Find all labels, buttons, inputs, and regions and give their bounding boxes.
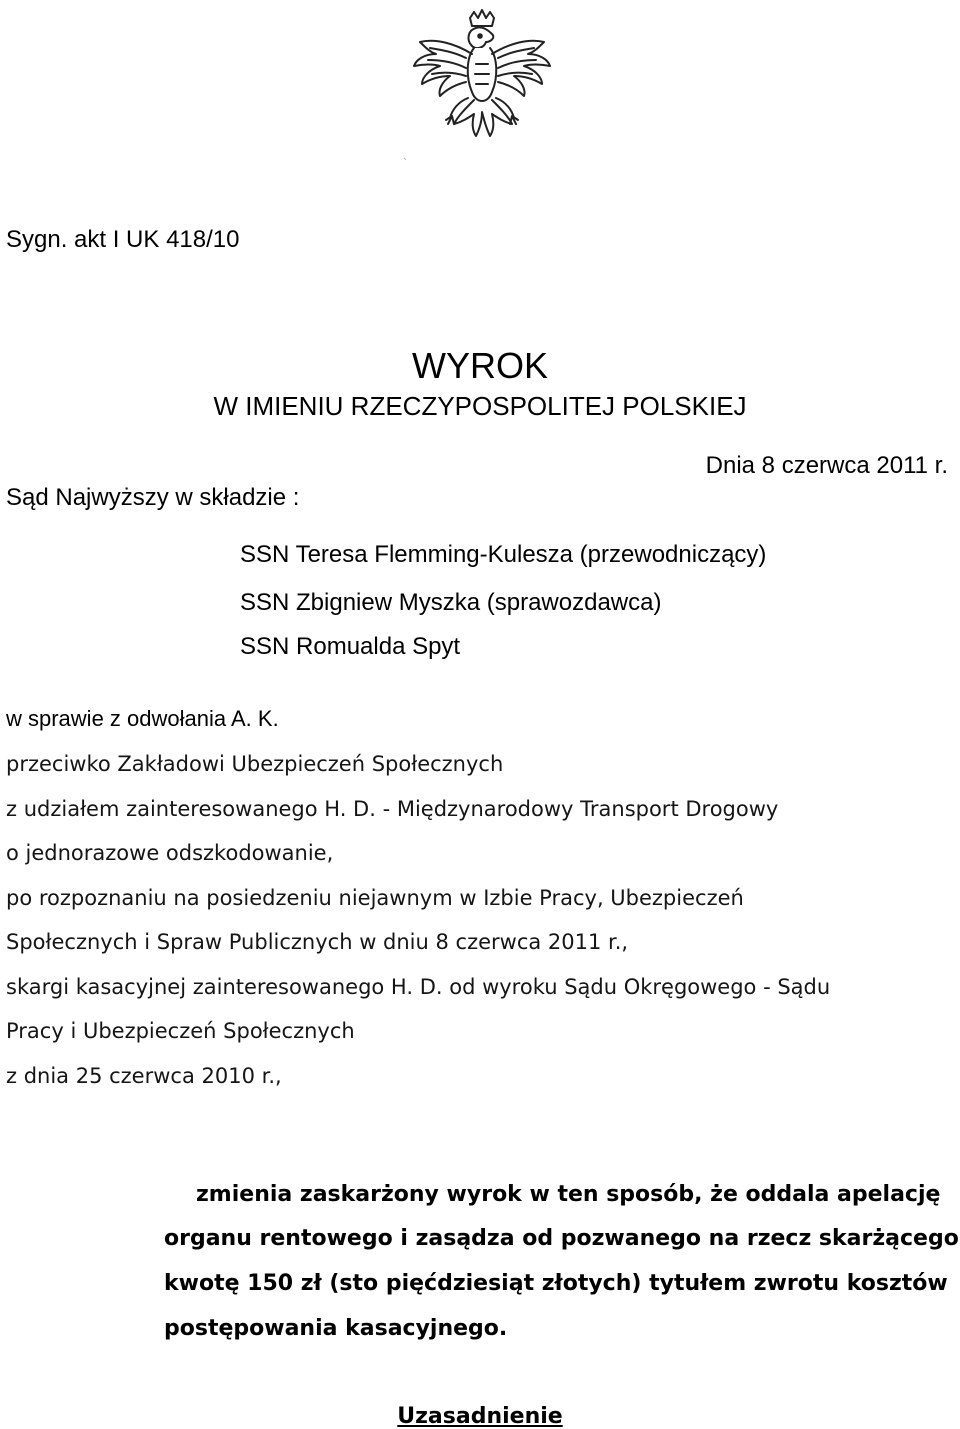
ruling-line: postępowania kasacyjnego. xyxy=(164,1316,508,1341)
case-line: Pracy i Ubezpieczeń Społecznych xyxy=(6,1019,355,1043)
case-line: skargi kasacyjnej zainteresowanego H. D. od wyroku Sądu Okręgowego - Sądu xyxy=(6,975,831,999)
case-line: po rozpoznaniu na posiedzeniu niejawnym w Izbie Pracy, Ubezpieczeń xyxy=(6,886,744,910)
case-line: z udziałem zainteresowanego H. D. - Międzynarodowy Transport Drogowy xyxy=(6,797,779,821)
case-line: z dnia 25 czerwca 2010 r., xyxy=(6,1064,282,1088)
case-line: przeciwko Zakładowi Ubezpieczeń Społecznych xyxy=(6,752,504,776)
judgment-date: Dnia 8 czerwca 2011 r. xyxy=(705,452,948,479)
document-title: WYROK xyxy=(411,345,548,386)
court-composition-label: Sąd Najwyższy w składzie : xyxy=(6,484,300,511)
case-line: w sprawie z odwołania A. K. xyxy=(6,706,279,731)
reasons-heading: Uzasadnienie xyxy=(397,1404,563,1429)
ruling-line: zmienia zaskarżony wyrok w ten sposób, że oddala apelację xyxy=(196,1182,941,1207)
case-line: o jednorazowe odszkodowanie, xyxy=(6,841,334,865)
ruling-line: kwotę 150 zł (sto pięćdziesiąt złotych) tytułem zwrotu kosztów xyxy=(164,1271,948,1296)
ruling-line: organu rentowego i zasądza od pozwanego na rzecz skarżącego xyxy=(164,1226,959,1251)
polish-eagle-emblem-icon xyxy=(396,8,568,166)
case-signature: Sygn. akt I UK 418/10 xyxy=(6,226,240,253)
judge-member: SSN Romualda Spyt xyxy=(240,633,461,660)
judge-rapporteur: SSN Zbigniew Myszka (sprawozdawca) xyxy=(240,589,662,616)
document-subtitle: W IMIENIU RZECZYPOSPOLITEJ POLSKIEJ xyxy=(213,391,747,421)
judge-presiding: SSN Teresa Flemming-Kulesza (przewodniczący) xyxy=(240,541,767,568)
case-line: Społecznych i Spraw Publicznych w dniu 8 czerwca 2011 r., xyxy=(6,930,629,954)
